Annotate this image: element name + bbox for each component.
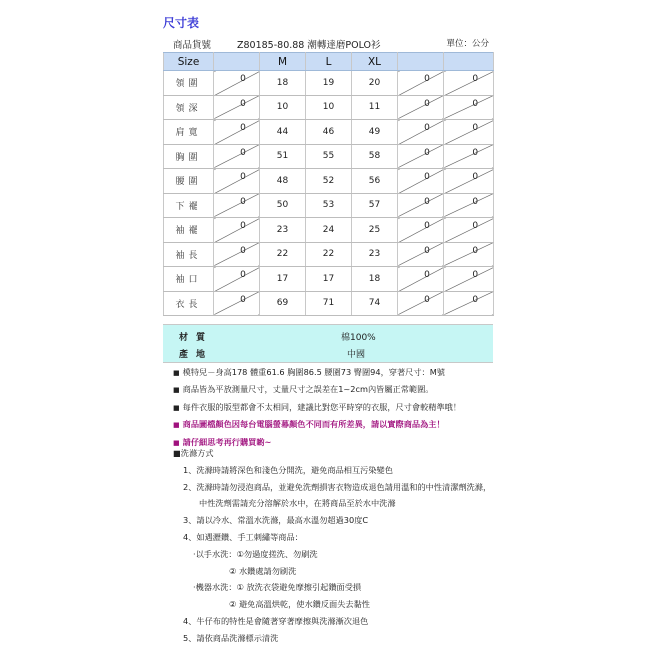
size-row bbox=[164, 218, 494, 243]
size-value-cell: 24 bbox=[306, 218, 352, 243]
empty-size-cell bbox=[398, 71, 444, 96]
size-header bbox=[444, 53, 494, 71]
empty-size-cell bbox=[398, 95, 444, 120]
wash-line: 4、牛仔布的特性是會隨著穿著摩擦與洗滌漸次退色 bbox=[183, 615, 369, 626]
cell-value: 0 bbox=[472, 294, 479, 305]
empty-size-cell bbox=[444, 193, 494, 218]
origin-value: 中國 bbox=[347, 350, 366, 360]
size-value-cell: 69 bbox=[260, 291, 306, 316]
size-value-cell: 71 bbox=[306, 291, 352, 316]
cell-value: 0 bbox=[240, 98, 246, 109]
size-value-cell: 18 bbox=[352, 267, 398, 292]
product-name: Z80185-80.88 潮轉達磨POLO衫 bbox=[237, 40, 381, 51]
note-item-highlight: ■ 請仔細思考再行購買喲~ bbox=[173, 436, 272, 447]
measurement-label: 衣長 bbox=[164, 291, 214, 316]
size-value-cell: 18 bbox=[260, 71, 306, 96]
size-value-cell: 10 bbox=[260, 95, 306, 120]
measurement-label: 下襬 bbox=[164, 193, 214, 218]
note-item-highlight: ■ 商品圖檔顏色因每台電腦螢幕顏色不同而有所差異，請以實際商品為主！ bbox=[173, 419, 445, 430]
empty-size-cell bbox=[214, 95, 260, 120]
empty-size-cell bbox=[398, 193, 444, 218]
cell-value: 0 bbox=[472, 196, 479, 207]
size-row bbox=[164, 242, 494, 267]
size-value-cell: 58 bbox=[352, 144, 398, 169]
measurement-label: 領圍 bbox=[164, 71, 214, 96]
size-row bbox=[164, 120, 494, 145]
cell-value: 0 bbox=[472, 245, 479, 256]
wash-instructions bbox=[173, 445, 533, 647]
note-item: ■ 每件衣服的版型都會不太相同，建議比對您平時穿的衣服，尺寸會較精準哦！ bbox=[173, 401, 462, 412]
empty-size-cell bbox=[398, 291, 444, 316]
product-code-label: 商品貨號 bbox=[173, 40, 212, 51]
empty-size-cell bbox=[444, 95, 494, 120]
cell-value: 0 bbox=[240, 172, 246, 182]
unit-label: 單位：公分 bbox=[446, 39, 489, 49]
cell-value: 0 bbox=[240, 196, 246, 207]
size-value-cell: 23 bbox=[260, 218, 306, 243]
size-header-m: M bbox=[260, 53, 306, 71]
empty-size-cell bbox=[398, 169, 444, 194]
size-header-row bbox=[164, 53, 494, 71]
empty-size-cell bbox=[444, 267, 494, 292]
cell-value: 0 bbox=[240, 147, 246, 158]
size-value-cell: 19 bbox=[306, 71, 352, 96]
cell-value: 0 bbox=[240, 294, 246, 305]
cell-value: 0 bbox=[240, 270, 246, 280]
size-table bbox=[163, 52, 494, 316]
size-value-cell: 49 bbox=[352, 120, 398, 145]
empty-size-cell bbox=[214, 291, 260, 316]
cell-value: 0 bbox=[424, 245, 430, 256]
size-value-cell: 22 bbox=[306, 242, 352, 267]
empty-size-cell bbox=[214, 267, 260, 292]
measurement-label: 袖長 bbox=[164, 242, 214, 267]
cell-value: 0 bbox=[424, 172, 430, 182]
cell-value: 0 bbox=[424, 221, 430, 231]
empty-size-cell bbox=[214, 193, 260, 218]
size-value-cell: 56 bbox=[352, 169, 398, 194]
empty-size-cell bbox=[214, 120, 260, 145]
empty-size-cell bbox=[398, 242, 444, 267]
product-header bbox=[163, 37, 493, 53]
cell-value: 0 bbox=[240, 123, 246, 133]
notes-list bbox=[173, 364, 513, 451]
wash-line: ‧以手水洗：①勿過度搓洗、勿刷洗 bbox=[193, 548, 318, 559]
cell-value: 0 bbox=[424, 123, 430, 133]
empty-size-cell bbox=[444, 291, 494, 316]
square-bullet-icon: ■ bbox=[173, 386, 180, 395]
cell-value: 0 bbox=[472, 147, 479, 158]
wash-line: 4、如遇瀝鑽、手工刺繡等商品： bbox=[183, 531, 303, 542]
size-value-cell: 22 bbox=[260, 242, 306, 267]
size-value-cell: 17 bbox=[260, 267, 306, 292]
wash-line: ‧機器水洗：① 放洗衣袋避免摩擦引起鑽面受損 bbox=[193, 582, 362, 593]
measurement-label: 腰圍 bbox=[164, 169, 214, 194]
wash-line: 中性洗劑需請充分溶解於水中，在將商品至於水中洗滌 bbox=[199, 498, 396, 509]
cell-value: 0 bbox=[240, 221, 246, 231]
empty-size-cell bbox=[444, 120, 494, 145]
empty-size-cell bbox=[444, 71, 494, 96]
square-bullet-icon: ■ bbox=[173, 438, 180, 447]
wash-line: 5、請依商品洗滌標示清洗 bbox=[183, 632, 279, 643]
cell-value: 0 bbox=[472, 123, 479, 133]
size-value-cell: 74 bbox=[352, 291, 398, 316]
size-row bbox=[164, 71, 494, 96]
size-value-cell: 53 bbox=[306, 193, 352, 218]
size-value-cell: 51 bbox=[260, 144, 306, 169]
size-row bbox=[164, 267, 494, 292]
empty-size-cell bbox=[214, 71, 260, 96]
size-row bbox=[164, 95, 494, 120]
size-value-cell: 10 bbox=[306, 95, 352, 120]
empty-size-cell bbox=[398, 267, 444, 292]
size-header bbox=[398, 53, 444, 71]
empty-size-cell bbox=[214, 242, 260, 267]
cell-value: 0 bbox=[472, 74, 479, 84]
size-header-l: L bbox=[306, 53, 352, 71]
empty-size-cell bbox=[444, 144, 494, 169]
square-bullet-icon: ■ bbox=[173, 421, 180, 430]
cell-value: 0 bbox=[424, 294, 430, 305]
wash-line: ② 避免高溫烘乾，使水鑽反面失去黏性 bbox=[229, 599, 370, 610]
cell-value: 0 bbox=[424, 270, 430, 280]
size-value-cell: 17 bbox=[306, 267, 352, 292]
cell-value: 0 bbox=[472, 221, 479, 231]
measurement-label: 袖襬 bbox=[164, 218, 214, 243]
note-item: ■ 模特兒－身高178 體重61.6 胸圍86.5 腰圍73 臀圍94，穿著尺寸：M號 bbox=[173, 367, 445, 377]
empty-size-cell bbox=[444, 218, 494, 243]
size-value-cell: 50 bbox=[260, 193, 306, 218]
cell-value: 0 bbox=[240, 245, 246, 256]
size-value-cell: 11 bbox=[352, 95, 398, 120]
size-value-cell: 46 bbox=[306, 120, 352, 145]
size-value-cell: 44 bbox=[260, 120, 306, 145]
size-value-cell: 20 bbox=[352, 71, 398, 96]
square-bullet-icon: ■ bbox=[173, 448, 181, 458]
size-value-cell: 25 bbox=[352, 218, 398, 243]
size-value-cell: 57 bbox=[352, 193, 398, 218]
wash-line: 3、請以冷水、常溫水洗滌，最高水溫勿超過30度C bbox=[183, 515, 369, 526]
measurement-label: 胸圍 bbox=[164, 144, 214, 169]
material-label: 材質 bbox=[179, 333, 214, 343]
measurement-label: 肩寬 bbox=[164, 120, 214, 145]
cell-value: 0 bbox=[424, 74, 430, 84]
wash-title: ■洗滌方式 bbox=[173, 448, 214, 458]
empty-size-cell bbox=[398, 120, 444, 145]
empty-size-cell bbox=[398, 144, 444, 169]
material-value: 棉100% bbox=[341, 333, 376, 343]
square-bullet-icon: ■ bbox=[173, 369, 180, 377]
size-value-cell: 48 bbox=[260, 169, 306, 194]
empty-size-cell bbox=[214, 144, 260, 169]
cell-value: 0 bbox=[424, 98, 430, 109]
empty-size-cell bbox=[444, 169, 494, 194]
size-header-xl: XL bbox=[352, 53, 398, 71]
cell-value: 0 bbox=[472, 270, 479, 280]
empty-size-cell bbox=[214, 218, 260, 243]
page-title: 尺寸表 bbox=[163, 16, 200, 30]
measurement-label: 袖口 bbox=[164, 267, 214, 292]
wash-line: 2、洗滌時請勿浸泡商品，並避免洗劑損害衣物造成退色請用溫和的中性清潔劑洗滌， bbox=[183, 481, 492, 492]
size-value-cell: 55 bbox=[306, 144, 352, 169]
size-row bbox=[164, 169, 494, 194]
material-section bbox=[163, 324, 493, 363]
cell-value: 0 bbox=[424, 196, 430, 207]
note-item: ■ 商品皆為平放測量尺寸，丈量尺寸之誤差在1~2cm內皆屬正常範圍。 bbox=[173, 384, 434, 395]
size-value-cell: 23 bbox=[352, 242, 398, 267]
measurement-label: 領深 bbox=[164, 95, 214, 120]
cell-value: 0 bbox=[240, 74, 246, 84]
wash-line: ② 水鑽處請勿刷洗 bbox=[229, 565, 297, 576]
size-value-cell: 52 bbox=[306, 169, 352, 194]
size-header: Size bbox=[164, 53, 214, 71]
cell-value: 0 bbox=[424, 147, 430, 158]
size-row bbox=[164, 193, 494, 218]
empty-size-cell bbox=[398, 218, 444, 243]
wash-line: 1、洗滌時請將深色和淺色分開洗，避免商品相互污染變色 bbox=[183, 464, 393, 475]
cell-value: 0 bbox=[472, 172, 479, 182]
size-row bbox=[164, 291, 494, 316]
cell-value: 0 bbox=[472, 98, 479, 109]
square-bullet-icon: ■ bbox=[173, 403, 180, 412]
size-row bbox=[164, 144, 494, 169]
empty-size-cell bbox=[214, 169, 260, 194]
empty-size-cell bbox=[444, 242, 494, 267]
origin-label: 產地 bbox=[179, 350, 214, 360]
size-header bbox=[214, 53, 260, 71]
